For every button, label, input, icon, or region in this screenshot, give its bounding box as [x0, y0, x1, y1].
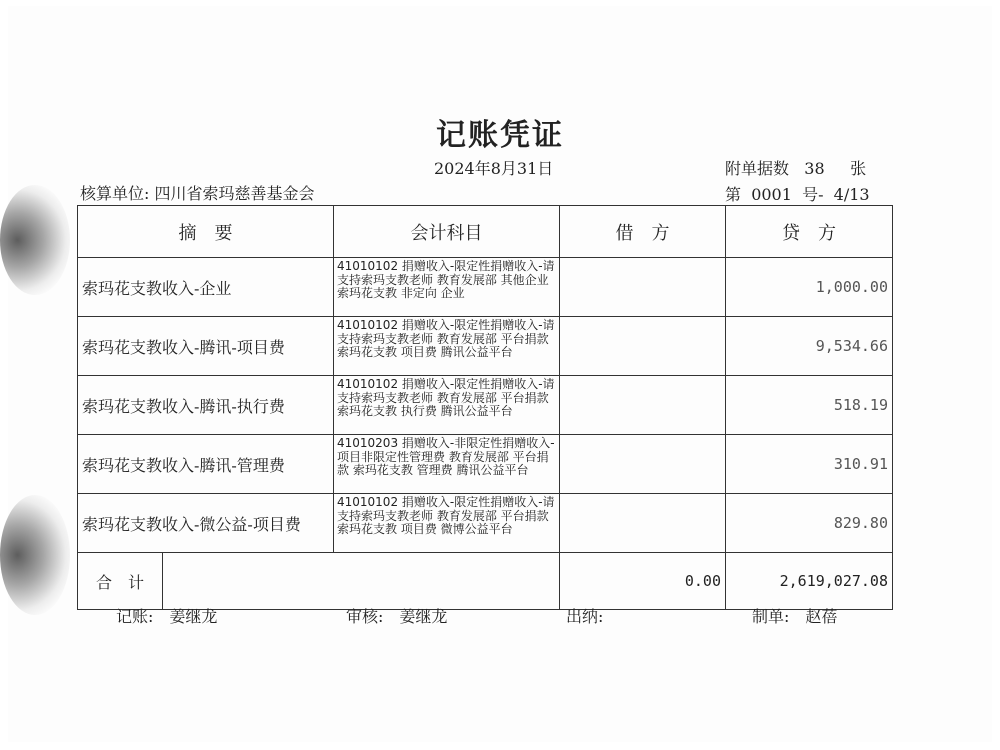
row-subject: 41010102 捐赠收入-限定性捐赠收入-请支持索玛支教老师 教育发展部 平台捐款 索玛花支教 项目费 微博公益平台: [334, 494, 560, 553]
row-summary: 索玛花支教收入-腾讯-管理费: [78, 435, 334, 494]
header-subject: 会计科目: [334, 206, 560, 258]
row-summary: 索玛花支教收入-企业: [78, 258, 334, 317]
row-credit: 829.80: [726, 494, 893, 553]
row-debit: [560, 258, 726, 317]
table-header-row: [78, 206, 893, 258]
accounting-unit: 核算单位: 四川省索玛慈善基金会: [80, 184, 315, 203]
row-subject: 41010102 捐赠收入-限定性捐赠收入-请支持索玛支教老师 教育发展部 平台捐款 索玛花支教 执行费 腾讯公益平台: [334, 376, 560, 435]
total-credit: 2,619,027.08: [726, 553, 893, 610]
total-debit: 0.00: [560, 553, 726, 610]
total-label: 合 计: [78, 553, 163, 610]
voucher-date: 2024年8月31日: [434, 159, 554, 178]
row-subject: 41010102 捐赠收入-限定性捐赠收入-请支持索玛支教老师 教育发展部 平台捐款 索玛花支教 项目费 腾讯公益平台: [334, 317, 560, 376]
preparer-signature: 制单: 赵蓓: [752, 607, 838, 626]
voucher-table: [77, 205, 893, 610]
row-subject: 41010102 捐赠收入-限定性捐赠收入-请支持索玛支教老师 教育发展部 其他企业 索玛花支教 非定向 企业: [334, 258, 560, 317]
header-debit: 借 方: [560, 206, 726, 258]
cashier-signature: 出纳:: [566, 607, 604, 626]
total-blank: [163, 553, 560, 610]
table-row: [78, 376, 893, 435]
table-row: [78, 494, 893, 553]
voucher-title: 记账凭证: [436, 118, 564, 153]
row-credit: 310.91: [726, 435, 893, 494]
row-credit: 518.19: [726, 376, 893, 435]
scan-smudge: [0, 185, 70, 295]
row-debit: [560, 376, 726, 435]
row-debit: [560, 494, 726, 553]
table-row: [78, 435, 893, 494]
row-credit: 1,000.00: [726, 258, 893, 317]
table-row: [78, 317, 893, 376]
row-summary: 索玛花支教收入-腾讯-项目费: [78, 317, 334, 376]
header-summary: 摘 要: [78, 206, 334, 258]
table-row: [78, 258, 893, 317]
row-debit: [560, 317, 726, 376]
row-credit: 9,534.66: [726, 317, 893, 376]
row-subject: 41010203 捐赠收入-非限定性捐赠收入-项目非限定性管理费 教育发展部 平台捐款 索玛花支教 管理费 腾讯公益平台: [334, 435, 560, 494]
row-debit: [560, 435, 726, 494]
bookkeeper-signature: 记账: 姜继龙: [116, 607, 218, 626]
voucher-number: 第 0001 号- 4/13: [725, 185, 870, 204]
reviewer-signature: 审核: 姜继龙: [346, 607, 448, 626]
header-credit: 贷 方: [726, 206, 893, 258]
row-summary: 索玛花支教收入-腾讯-执行费: [78, 376, 334, 435]
scan-smudge: [0, 495, 70, 615]
total-row: [78, 553, 893, 610]
attachment-count: 附单据数 38 张: [725, 159, 867, 178]
row-summary: 索玛花支教收入-微公益-项目费: [78, 494, 334, 553]
